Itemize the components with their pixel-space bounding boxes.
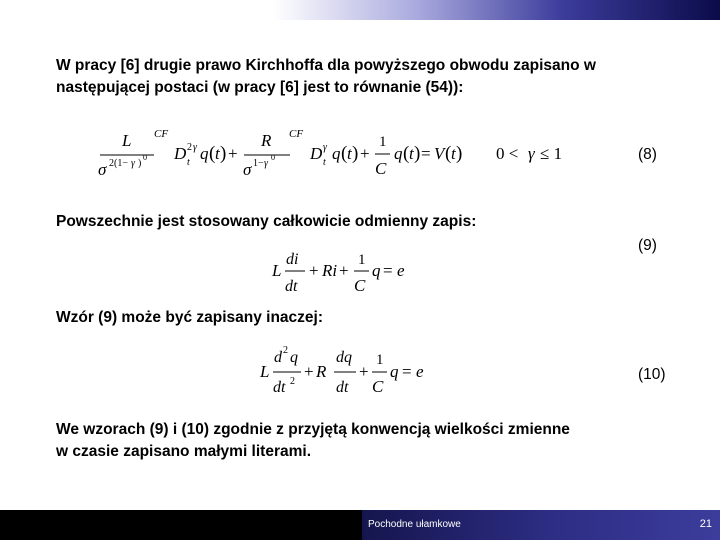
footer-right-block — [362, 510, 720, 540]
svg-text:0: 0 — [143, 153, 147, 162]
svg-text:2: 2 — [187, 142, 192, 153]
svg-text:1: 1 — [376, 352, 384, 368]
svg-text:=: = — [383, 261, 393, 280]
equation-9 — [272, 250, 422, 300]
svg-text:+: + — [339, 261, 349, 280]
svg-text:): ) — [456, 143, 463, 164]
svg-text:q: q — [290, 349, 298, 366]
svg-text:e: e — [397, 261, 405, 280]
svg-text:C: C — [372, 377, 384, 396]
svg-text:γ: γ — [264, 158, 268, 169]
svg-text:γ: γ — [323, 142, 327, 153]
equation-8 — [98, 124, 568, 184]
svg-text:2(1−: 2(1− — [109, 158, 128, 169]
note-text-line-2: w czasie zapisano małymi literami. — [56, 443, 312, 460]
svg-text:=: = — [421, 144, 431, 163]
svg-text:dt: dt — [285, 278, 298, 295]
svg-text:+: + — [309, 261, 319, 280]
footer-title: Pochodne ułamkowe — [368, 519, 461, 530]
svg-text:t: t — [323, 157, 326, 168]
svg-text:di: di — [286, 251, 299, 268]
svg-text:q: q — [200, 144, 209, 163]
equation-8-number: (8) — [638, 146, 657, 163]
svg-text:q: q — [394, 144, 403, 163]
equation-10-number: (10) — [638, 366, 666, 383]
svg-text:γ: γ — [528, 144, 535, 163]
equation-9-number: (9) — [638, 237, 657, 254]
svg-text:q: q — [372, 261, 381, 280]
svg-text:V: V — [434, 144, 445, 163]
intro-text-line-1: W pracy [6] drugie prawo Kirchhoffa dla powyższego obwodu zapisano w — [56, 57, 596, 74]
svg-text:t: t — [451, 144, 456, 163]
svg-text:R: R — [261, 131, 272, 150]
svg-text:L: L — [260, 362, 270, 381]
svg-text:0: 0 — [271, 153, 275, 162]
svg-text:C: C — [375, 159, 387, 178]
svg-text:2: 2 — [283, 345, 288, 356]
svg-text:t: t — [347, 144, 352, 163]
svg-text:d: d — [274, 349, 282, 366]
svg-text:1: 1 — [358, 252, 366, 268]
page-number: 21 — [699, 518, 712, 530]
svg-text:+: + — [360, 144, 370, 163]
footer-left-block — [0, 510, 362, 540]
svg-text:L: L — [122, 131, 132, 150]
alternative-form-text: Wzór (9) może być zapisany inaczej: — [56, 309, 324, 326]
svg-text:+: + — [228, 144, 238, 163]
svg-text:t: t — [215, 144, 220, 163]
svg-text:C: C — [354, 276, 366, 295]
svg-text:(: ( — [341, 143, 348, 164]
svg-text:): ) — [220, 143, 227, 164]
svg-text:1−: 1− — [253, 158, 264, 169]
svg-text:t: t — [187, 157, 190, 168]
svg-text:γ: γ — [131, 158, 135, 169]
svg-text:): ) — [352, 143, 359, 164]
svg-text:): ) — [414, 143, 421, 164]
equation-10 — [260, 344, 440, 400]
svg-text:q: q — [332, 144, 341, 163]
note-text-line-1: We wzorach (9) i (10) zgodnie z przyjętą konwencją wielkości zmienne — [56, 421, 570, 438]
footer-bar — [0, 510, 720, 540]
svg-text:D: D — [174, 144, 187, 163]
svg-text:): ) — [138, 158, 142, 169]
svg-text:dq: dq — [336, 349, 352, 366]
svg-text:dt: dt — [336, 379, 349, 396]
svg-text:q: q — [390, 362, 399, 381]
svg-text:=: = — [402, 362, 412, 381]
svg-text:+: + — [359, 362, 369, 381]
svg-text:L: L — [272, 261, 282, 280]
svg-text:dt: dt — [273, 379, 286, 396]
svg-text:(: ( — [209, 143, 216, 164]
svg-text:σ: σ — [243, 160, 252, 179]
svg-text:CF: CF — [154, 128, 169, 140]
svg-text:0 <: 0 < — [496, 144, 519, 163]
svg-text:Ri: Ri — [322, 261, 338, 280]
svg-text:σ: σ — [98, 160, 107, 179]
svg-text:(: ( — [403, 143, 410, 164]
svg-text:γ: γ — [193, 142, 197, 153]
svg-text:e: e — [416, 362, 424, 381]
svg-text:+: + — [304, 362, 314, 381]
svg-text:CF: CF — [289, 128, 304, 140]
intro-text-line-2: następującej postaci (w pracy [6] jest to równanie (54)): — [56, 79, 464, 96]
svg-text:1: 1 — [379, 134, 387, 150]
svg-text:≤ 1: ≤ 1 — [540, 144, 563, 163]
svg-text:2: 2 — [290, 376, 295, 387]
common-notation-text: Powszechnie jest stosowany całkowicie odmienny zapis: — [56, 213, 477, 230]
svg-text:R: R — [316, 362, 327, 381]
svg-text:D: D — [310, 144, 323, 163]
header-gradient-bar — [0, 0, 720, 20]
svg-text:(: ( — [445, 143, 452, 164]
svg-text:t: t — [409, 144, 414, 163]
